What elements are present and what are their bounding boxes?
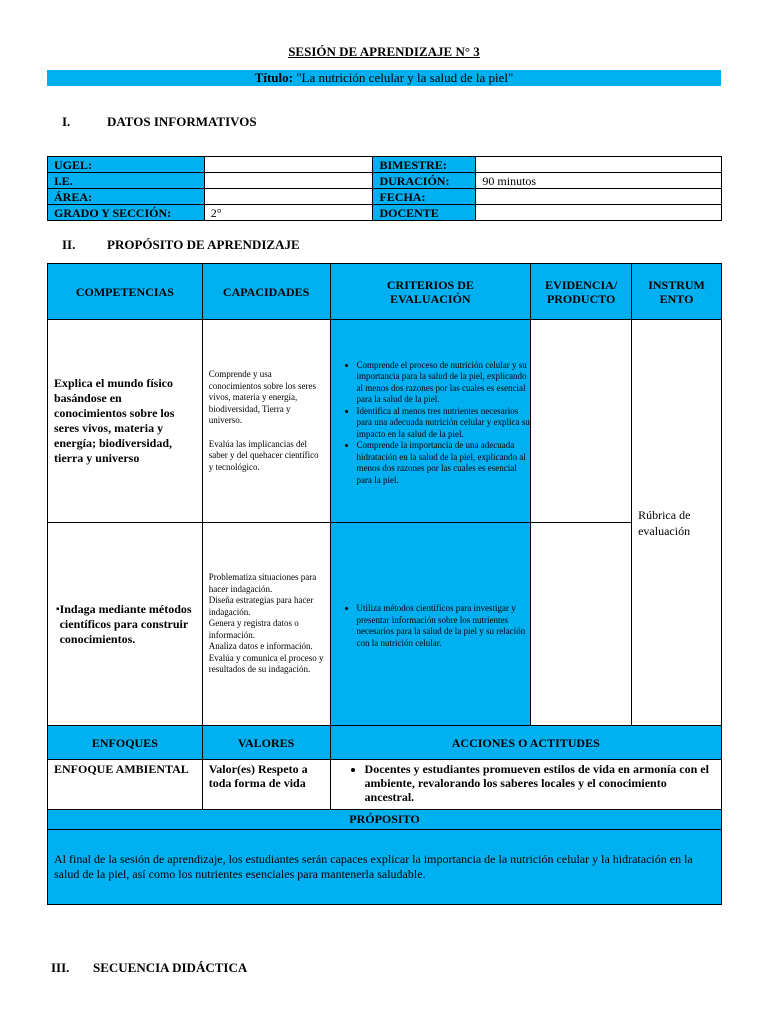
section-proposito-heading [62,237,300,253]
grado-value: 2° [204,205,373,221]
criterios-cell [330,320,531,523]
fecha-label: FECHA: [373,189,476,205]
title-value: "La nutrición celular y la salud de la piel" [292,70,514,85]
table-row [48,173,722,189]
docente-value [476,205,722,221]
enfoque-cell: ENFOQUE AMBIENTAL [48,760,203,810]
list-item: • Identifica al menos tres nutrientes necesarios para una adecuada nutrición celular y explica su impacto en la salud de la piel. [357,406,531,441]
table-row [48,830,722,905]
grado-label: GRADO Y SECCIÓN: [48,205,205,221]
proposito-header-row [48,810,722,830]
header-enfoques: ENFOQUES [48,726,203,760]
title-label: Título: [254,70,293,85]
proposito-table [47,263,722,905]
datos-informativos-table [47,156,722,221]
page-title: SESIÓN DE APRENDIZAJE N° 3 [288,44,480,59]
section-number: III. [51,960,70,975]
list-item: • Comprende el proceso de nutrición celular y su importancia para la salud de la piel, explicando al menos dos razones por las cuales es esencial para la salud de la piel. [357,360,531,406]
header-proposito: PRÓPOSITO [48,810,722,830]
evidencia-cell [531,320,632,523]
table-row [48,205,722,221]
docente-label: DOCENTE [373,205,476,221]
table-row [48,320,722,523]
table-row [48,157,722,173]
header-evidencia: EVIDENCIA/ PRODUCTO [531,264,632,320]
capacidad-line: Genera y registra datos o información. [208,618,299,640]
table-row [48,523,722,726]
square-bullet-icon: ▪ [56,603,60,615]
section-secuencia-heading [51,960,247,976]
ie-label: I.E. [48,173,205,189]
ugel-value [204,157,373,173]
bimestre-value [476,157,722,173]
proposito-text: Al final de la sesión de aprendizaje, los estudiantes serán capaces explicar la importancia de la nutrición celular y la hidratación en la salud de la piel, así como los nutrientes esenciales para mantenerla saludable. [48,830,722,905]
capacidad-line: Evalúa y comunica el proceso y resultados de su indagación. [208,652,324,675]
instrumento-cell: Rúbrica de evaluación [632,320,722,726]
section-label: DATOS INFORMATIVOS [107,114,257,129]
capacidades-cell [202,523,330,726]
area-label: ÁREA: [48,189,205,205]
header-acciones: ACCIONES O ACTITUDES [330,726,721,760]
capacidad-line: Problematiza situaciones para hacer indagación. [208,572,317,594]
capacidad-text: Evalúa las implicancias del saber y del quehacer científico y tecnológico. [208,438,319,472]
duracion-label: DURACIÓN: [373,173,476,189]
section-number: II. [62,237,76,252]
ie-value [204,173,373,189]
header-instrumento: INSTRUM ENTO [632,264,722,320]
list-item: • Utiliza métodos científicos para investigar y presentar información sobre los nutrientes necesarios para la salud de la piel y su relación con la nutrición celular. [357,603,531,649]
header-capacidades: CAPACIDADES [202,264,330,320]
duracion-value: 90 minutos [476,173,722,189]
section-label: PROPÓSITO DE APRENDIZAJE [107,237,300,252]
header-competencias: COMPETENCIAS [48,264,203,320]
capacidad-text: Comprende y usa conocimientos sobre los seres vivos, materia y energía, biodiversidad, Tierra y universo. [208,369,316,425]
area-value [204,189,373,205]
section-datos-heading [62,114,257,130]
capacidades-cell [202,320,330,523]
session-title-bar [47,70,721,86]
competencia-cell: Explica el mundo físico basándose en conocimientos sobre los seres vivos, materia y energía; biodiversidad, tierra y universo [48,320,203,523]
competencia-cell [48,523,203,726]
table-header-row [48,264,722,320]
bimestre-label: BIMESTRE: [373,157,476,173]
enfoques-header-row [48,726,722,760]
section-label: SECUENCIA DIDÁCTICA [93,960,248,975]
competencia-text: Indaga mediante métodos científicos para construir conocimientos. [59,601,192,646]
valor-cell: Valor(es) Respeto a toda forma de vida [202,760,330,810]
list-item: • Comprende la importancia de una adecuada hidratación en la salud de la piel, explicando al menos dos razones por las cuales es esencial para la piel. [357,440,531,486]
capacidad-line: Analiza datos e información. [208,641,313,652]
table-row [48,189,722,205]
acciones-cell [330,760,721,810]
evidencia-cell [531,523,632,726]
table-row [48,760,722,810]
criterios-cell [330,523,531,726]
header-criterios: CRITERIOS DE EVALUACIÓN [330,264,531,320]
header-valores: VALORES [202,726,330,760]
section-number: I. [62,114,71,129]
ugel-label: UGEL: [48,157,205,173]
capacidad-line: Diseña estrategias para hacer indagación. [208,595,314,617]
list-item: • Docentes y estudiantes promueven estilos de vida en armonía con el ambiente, revalorando los saberes locales y el conocimiento ancestral. [365,762,715,804]
fecha-value [476,189,722,205]
